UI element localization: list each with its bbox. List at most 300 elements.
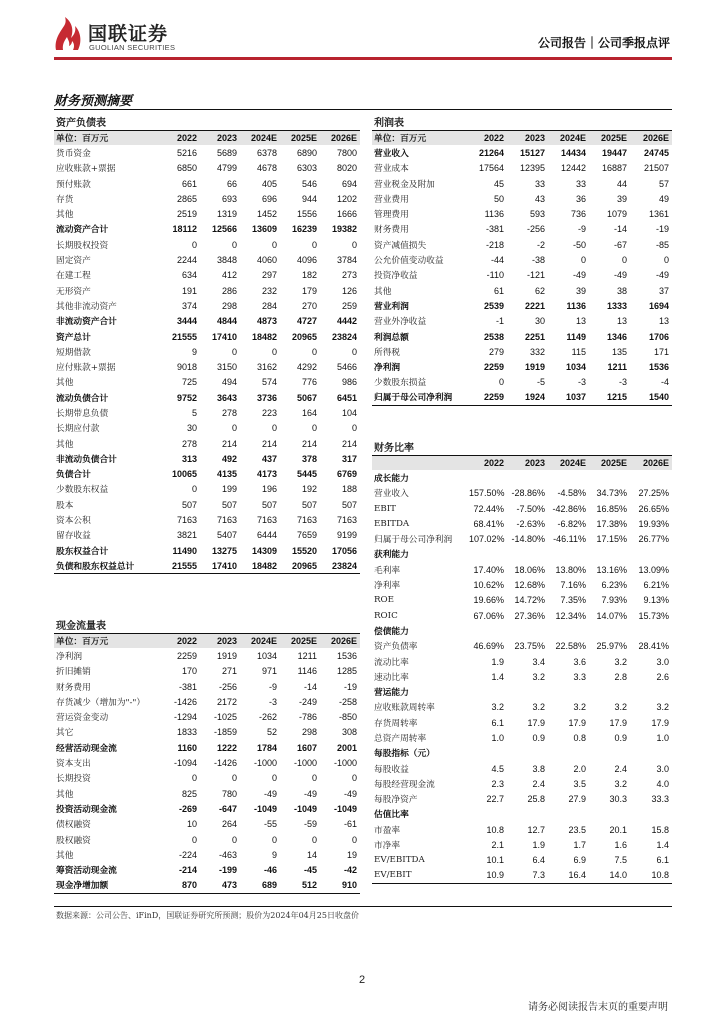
row-value: 23824 [320, 558, 360, 573]
row-label: 其他 [56, 789, 74, 800]
row-value [466, 623, 507, 638]
table-row [372, 822, 672, 837]
row-value: 3848 [216, 255, 237, 266]
row-value: 308 [341, 727, 357, 738]
row-value: 15.8 [651, 824, 669, 835]
table-row [54, 191, 360, 206]
row-value: 4799 [216, 163, 237, 174]
row-value: 10 [186, 819, 197, 830]
table-row [54, 252, 360, 267]
row-value: -381 [485, 224, 504, 235]
row-value: 2221 [524, 300, 545, 311]
row-value: 7163 [256, 515, 277, 526]
row-label: 营业收入 [374, 489, 409, 500]
row-label: 存货 [56, 194, 74, 205]
row-value: 1.9 [532, 840, 545, 851]
row-label: 偿债能力 [374, 626, 409, 637]
row-value: 2519 [176, 209, 197, 220]
row-label: 无形资产 [56, 286, 91, 297]
year-header: 2022 [160, 633, 200, 648]
row-label: 负债合计 [56, 470, 91, 481]
row-value: 12395 [519, 163, 545, 174]
table-row [372, 516, 672, 531]
table-row [54, 664, 360, 679]
row-value: -4.58% [557, 488, 586, 499]
row-value: 1.4 [491, 671, 504, 682]
row-value: 46.69% [473, 641, 504, 652]
row-label: 营运资金变动 [56, 713, 109, 724]
row-value: 1211 [607, 362, 627, 373]
table-row [54, 801, 360, 816]
table-row [54, 786, 360, 801]
row-value: -786 [298, 712, 317, 723]
row-value: 1.4 [656, 840, 669, 851]
row-value: 14309 [251, 545, 277, 556]
row-value: -269 [178, 803, 197, 814]
row-label: 应收账款周转率 [374, 703, 435, 714]
row-label: 短期借款 [56, 347, 91, 358]
row-value: -121 [526, 270, 545, 281]
row-value: 17410 [211, 331, 237, 342]
row-label: 股东权益合计 [56, 546, 109, 557]
row-value: 1694 [648, 300, 669, 311]
row-value [589, 470, 630, 485]
row-value: 1.0 [491, 732, 504, 743]
row-value [548, 746, 589, 761]
row-value: -42 [343, 865, 357, 876]
row-value: 2.8 [614, 671, 627, 682]
row-value [630, 547, 672, 562]
table-row [54, 161, 360, 176]
row-value [466, 684, 507, 699]
table-row [54, 725, 360, 740]
row-value: 19 [346, 849, 357, 860]
row-value: -49 [655, 270, 669, 281]
row-label: 应收账款+票据 [56, 164, 116, 175]
row-value: 4.0 [656, 778, 669, 789]
row-value: -7.50% [516, 503, 545, 514]
row-value: 170 [181, 666, 197, 677]
table-row [372, 298, 672, 313]
row-label: 长期应付款 [56, 424, 100, 435]
row-value: 2865 [176, 193, 197, 204]
row-value: 4135 [216, 469, 237, 480]
row-value: 192 [301, 484, 317, 495]
table-title-spacer [280, 113, 320, 130]
row-value: 182 [301, 270, 317, 281]
row-value: -46 [263, 865, 277, 876]
row-label: 在建工程 [56, 271, 91, 282]
row-label: 负债和股东权益总计 [54, 558, 160, 573]
year-header: 2025E [280, 633, 320, 648]
row-value: -55 [263, 819, 277, 830]
row-value: -19 [343, 681, 357, 692]
row-value: 10.1 [486, 855, 504, 866]
row-value: -49 [613, 270, 627, 281]
row-value [630, 684, 672, 699]
row-value: 473 [200, 878, 240, 893]
row-value: 16887 [601, 163, 627, 174]
year-header: 2025E [589, 130, 630, 145]
row-label: 净利率 [374, 581, 401, 592]
page-header [0, 0, 724, 64]
row-value: 0 [191, 773, 197, 784]
row-value: 0 [191, 834, 197, 845]
row-value: 27.36% [514, 610, 545, 621]
table-row [54, 648, 360, 663]
row-value: 38 [616, 285, 627, 296]
row-value: 2259 [483, 362, 504, 373]
row-value: -14.80% [511, 534, 545, 545]
year-header: 2024E [240, 633, 280, 648]
row-value: 689 [240, 878, 280, 893]
row-value: 1919 [524, 362, 545, 373]
row-value: -14 [303, 681, 317, 692]
row-value: 57 [658, 178, 669, 189]
table-row [54, 283, 360, 298]
row-value: 634 [181, 270, 197, 281]
row-value: 0 [271, 346, 277, 357]
row-value: 18.06% [514, 564, 545, 575]
row-value: 1285 [336, 666, 357, 677]
row-value: 33 [575, 178, 586, 189]
row-label: EBITDA [374, 518, 410, 529]
table-title-spacer [320, 616, 360, 633]
table-row [372, 375, 672, 390]
row-value: 20965 [291, 331, 317, 342]
row-value: 18482 [251, 331, 277, 342]
row-value: 2259 [466, 390, 507, 405]
row-label: 存货周转率 [374, 718, 418, 729]
row-value: 0 [351, 346, 357, 357]
table-row [372, 669, 672, 684]
table-title-spacer [240, 113, 280, 130]
row-value: 0 [351, 239, 357, 250]
table-row [54, 740, 360, 755]
table-row [54, 512, 360, 527]
row-value: 13 [616, 316, 627, 327]
year-header: 2022 [466, 455, 507, 470]
row-value: 0 [271, 834, 277, 845]
row-value: 0 [231, 239, 237, 250]
table-row [54, 832, 360, 847]
row-value: 9 [191, 346, 197, 357]
row-value: -38 [531, 255, 545, 266]
table-row [54, 314, 360, 329]
row-label: 资产减值损失 [374, 240, 427, 251]
section-title: 财务预测摘要 [54, 94, 133, 109]
row-value: 13 [658, 316, 669, 327]
table-title: 利润表 [372, 113, 466, 130]
table-title-spacer [160, 113, 200, 130]
row-value: 14 [306, 849, 317, 860]
row-value: 4844 [216, 316, 237, 327]
table-row [372, 344, 672, 359]
table-title-row [54, 616, 360, 633]
row-label: 非流动负债合计 [56, 454, 117, 465]
row-value: 5067 [296, 392, 317, 403]
row-value: 298 [221, 300, 237, 311]
year-header: 2024E [548, 455, 589, 470]
row-label: 净利润 [374, 363, 401, 374]
row-value [466, 746, 507, 761]
row-value: 5 [191, 407, 197, 418]
row-value: -1000 [293, 758, 317, 769]
row-label: 折旧摊销 [56, 667, 91, 678]
row-value: -1859 [213, 727, 237, 738]
row-value: 3444 [176, 316, 197, 327]
row-label: 市盈率 [374, 825, 401, 836]
row-value: 0.9 [614, 732, 627, 743]
row-value: 28.41% [638, 641, 669, 652]
row-value: 171 [653, 346, 669, 357]
row-label: 每股指标（元） [374, 749, 435, 760]
row-value: 16.85% [596, 503, 627, 514]
row-label: 每股经营现金流 [374, 779, 435, 790]
row-value: 1536 [648, 362, 669, 373]
row-label: 流动比率 [374, 657, 409, 668]
row-value: 374 [181, 300, 197, 311]
row-value: 3150 [216, 362, 237, 373]
table-row [372, 792, 672, 807]
row-label: 应付账款+票据 [56, 363, 116, 374]
row-value: 5466 [336, 362, 357, 373]
row-value: 1361 [648, 209, 669, 220]
row-label: 营业成本 [374, 164, 409, 175]
row-value [548, 623, 589, 638]
row-value: 512 [280, 878, 320, 893]
row-value: 19447 [601, 147, 627, 158]
row-value: 19382 [331, 224, 357, 235]
row-label: 财务费用 [374, 225, 409, 236]
row-value: 0 [580, 255, 586, 266]
row-label: 资本公积 [56, 516, 91, 527]
row-value: -1426 [213, 758, 237, 769]
row-value: 3.3 [573, 671, 586, 682]
row-label: 股本 [56, 500, 74, 511]
row-value: 1452 [256, 209, 277, 220]
table-row [372, 684, 672, 699]
year-header: 2023 [507, 130, 548, 145]
table-row [372, 222, 672, 237]
row-label: 营运能力 [374, 688, 409, 699]
row-value: 0 [271, 423, 277, 434]
row-label: 资本支出 [56, 759, 91, 770]
row-value [630, 807, 672, 822]
row-value: 191 [181, 285, 197, 296]
row-value: -2.63% [516, 518, 545, 529]
row-value: 7163 [176, 515, 197, 526]
table-row [54, 436, 360, 451]
table-row [372, 390, 672, 405]
row-label: ROE [374, 595, 395, 606]
row-value: -110 [486, 270, 504, 281]
row-value: 0 [271, 239, 277, 250]
row-value: 15.73% [638, 610, 669, 621]
table-row [54, 145, 360, 160]
row-value: -1000 [333, 758, 357, 769]
table-row [54, 878, 360, 893]
row-value: 4678 [256, 163, 277, 174]
row-value: 10.8 [630, 868, 672, 883]
row-label: 其他 [56, 378, 74, 389]
row-value: -9 [577, 224, 586, 235]
table-row [372, 501, 672, 516]
row-value: 0.8 [573, 732, 586, 743]
row-value: 6850 [176, 163, 197, 174]
row-value: 3.2 [491, 702, 504, 713]
row-value: 5407 [216, 530, 237, 541]
row-value [548, 807, 589, 822]
row-value: 10065 [171, 469, 197, 480]
table-row [372, 359, 672, 374]
row-value: 18112 [172, 224, 197, 235]
row-value: 6451 [336, 392, 357, 403]
row-value: 17.9 [568, 717, 586, 728]
row-value: 4173 [256, 469, 277, 480]
row-value [507, 807, 548, 822]
row-value: 14434 [560, 147, 586, 158]
row-value: 33 [534, 178, 545, 189]
row-value: 49 [658, 193, 669, 204]
row-value: -1049 [333, 803, 357, 814]
row-value: 1607 [296, 742, 317, 753]
row-value: 944 [301, 193, 317, 204]
row-value [589, 684, 630, 699]
row-value: 1833 [176, 727, 197, 738]
row-value: 1333 [606, 300, 627, 311]
row-value: -9 [268, 681, 277, 692]
table-row [372, 268, 672, 283]
row-label: 总资产周转率 [374, 733, 427, 744]
row-value: 72.44% [473, 503, 504, 514]
row-value: 278 [181, 438, 197, 449]
unit-label: 单位：百万元 [54, 633, 160, 648]
row-value: 21555 [160, 558, 200, 573]
row-value: 593 [529, 209, 545, 220]
row-value: 23.75% [514, 641, 545, 652]
table-row [372, 654, 672, 669]
row-label: 其他 [56, 850, 74, 861]
table-row [54, 847, 360, 862]
row-value: 278 [221, 407, 237, 418]
row-value: 7.93% [601, 595, 627, 606]
row-value: 986 [341, 377, 357, 388]
row-value: 2.3 [491, 778, 504, 789]
row-value: -224 [178, 849, 197, 860]
row-value: -61 [343, 819, 357, 830]
row-value: 43 [534, 193, 545, 204]
row-value: 0.9 [532, 732, 545, 743]
row-value: 39 [575, 285, 586, 296]
row-value: 126 [341, 285, 357, 296]
row-value [589, 746, 630, 761]
row-value [589, 623, 630, 638]
row-value: 14.72% [514, 595, 545, 606]
row-value: 16.4 [548, 868, 589, 883]
row-label: EV/EBIT [372, 868, 466, 883]
year-header: 2023 [200, 633, 240, 648]
row-value: 19.66% [473, 595, 504, 606]
year-header: 2024E [240, 130, 280, 145]
row-value: 17056 [331, 545, 357, 556]
row-value: 1079 [606, 209, 627, 220]
row-value: 1222 [216, 742, 237, 753]
row-label: 长期股权投资 [56, 240, 109, 251]
row-value: 0 [621, 255, 627, 266]
company-logo [52, 16, 192, 56]
row-label: 营业外净收益 [374, 317, 427, 328]
row-value: 2172 [216, 696, 237, 707]
row-value: 1536 [336, 650, 357, 661]
table-row [54, 298, 360, 313]
table-row [372, 531, 672, 546]
table-row [372, 776, 672, 791]
row-value: -1426 [173, 696, 197, 707]
row-value: 12.7 [527, 824, 545, 835]
table-row [372, 577, 672, 592]
row-value: 3162 [256, 362, 277, 373]
row-value: -199 [218, 865, 237, 876]
row-value: 1.7 [573, 840, 586, 851]
row-value: 264 [221, 819, 237, 830]
table-row [54, 467, 360, 482]
table-title-spacer [200, 616, 240, 633]
report-type: 公司报告｜公司季报点评 [537, 36, 670, 50]
row-value: 3.5 [573, 778, 586, 789]
row-value: 9 [271, 849, 277, 860]
row-value [548, 547, 589, 562]
row-value: -46.11% [553, 534, 586, 545]
row-value: 22.7 [486, 794, 504, 805]
row-value: 33.3 [651, 794, 669, 805]
row-value: 17.40% [473, 564, 504, 575]
row-value: 1540 [630, 390, 672, 405]
table-row [54, 176, 360, 191]
row-value: 26.77% [638, 534, 669, 545]
table-row [372, 807, 672, 822]
row-value: 2001 [336, 742, 357, 753]
row-value: 10.9 [466, 868, 507, 883]
row-value: -256 [526, 224, 545, 235]
row-value: 214 [261, 438, 277, 449]
row-value: 3.0 [656, 763, 669, 774]
row-value: 4873 [256, 316, 277, 327]
row-value: 736 [570, 209, 586, 220]
row-value: 223 [261, 407, 277, 418]
year-header: 2026E [320, 633, 360, 648]
row-label: 长期投资 [56, 774, 91, 785]
table-title: 资产负债表 [54, 113, 160, 130]
row-value: 259 [341, 300, 357, 311]
row-value: 13275 [211, 545, 237, 556]
row-value: 17.38% [596, 518, 627, 529]
row-value: 15520 [291, 545, 317, 556]
row-label: EV/EBITDA [374, 855, 425, 866]
row-value: 1136 [484, 209, 504, 220]
row-value: 17.15% [596, 534, 627, 545]
table-title-spacer [548, 438, 589, 455]
row-label: 营业收入 [374, 148, 409, 159]
table-row [54, 268, 360, 283]
row-value: 164 [301, 407, 317, 418]
row-value: -1000 [253, 758, 277, 769]
row-value: 44 [616, 178, 627, 189]
table-row [54, 329, 360, 344]
table-row [54, 543, 360, 558]
table-row [54, 451, 360, 466]
row-value [466, 547, 507, 562]
